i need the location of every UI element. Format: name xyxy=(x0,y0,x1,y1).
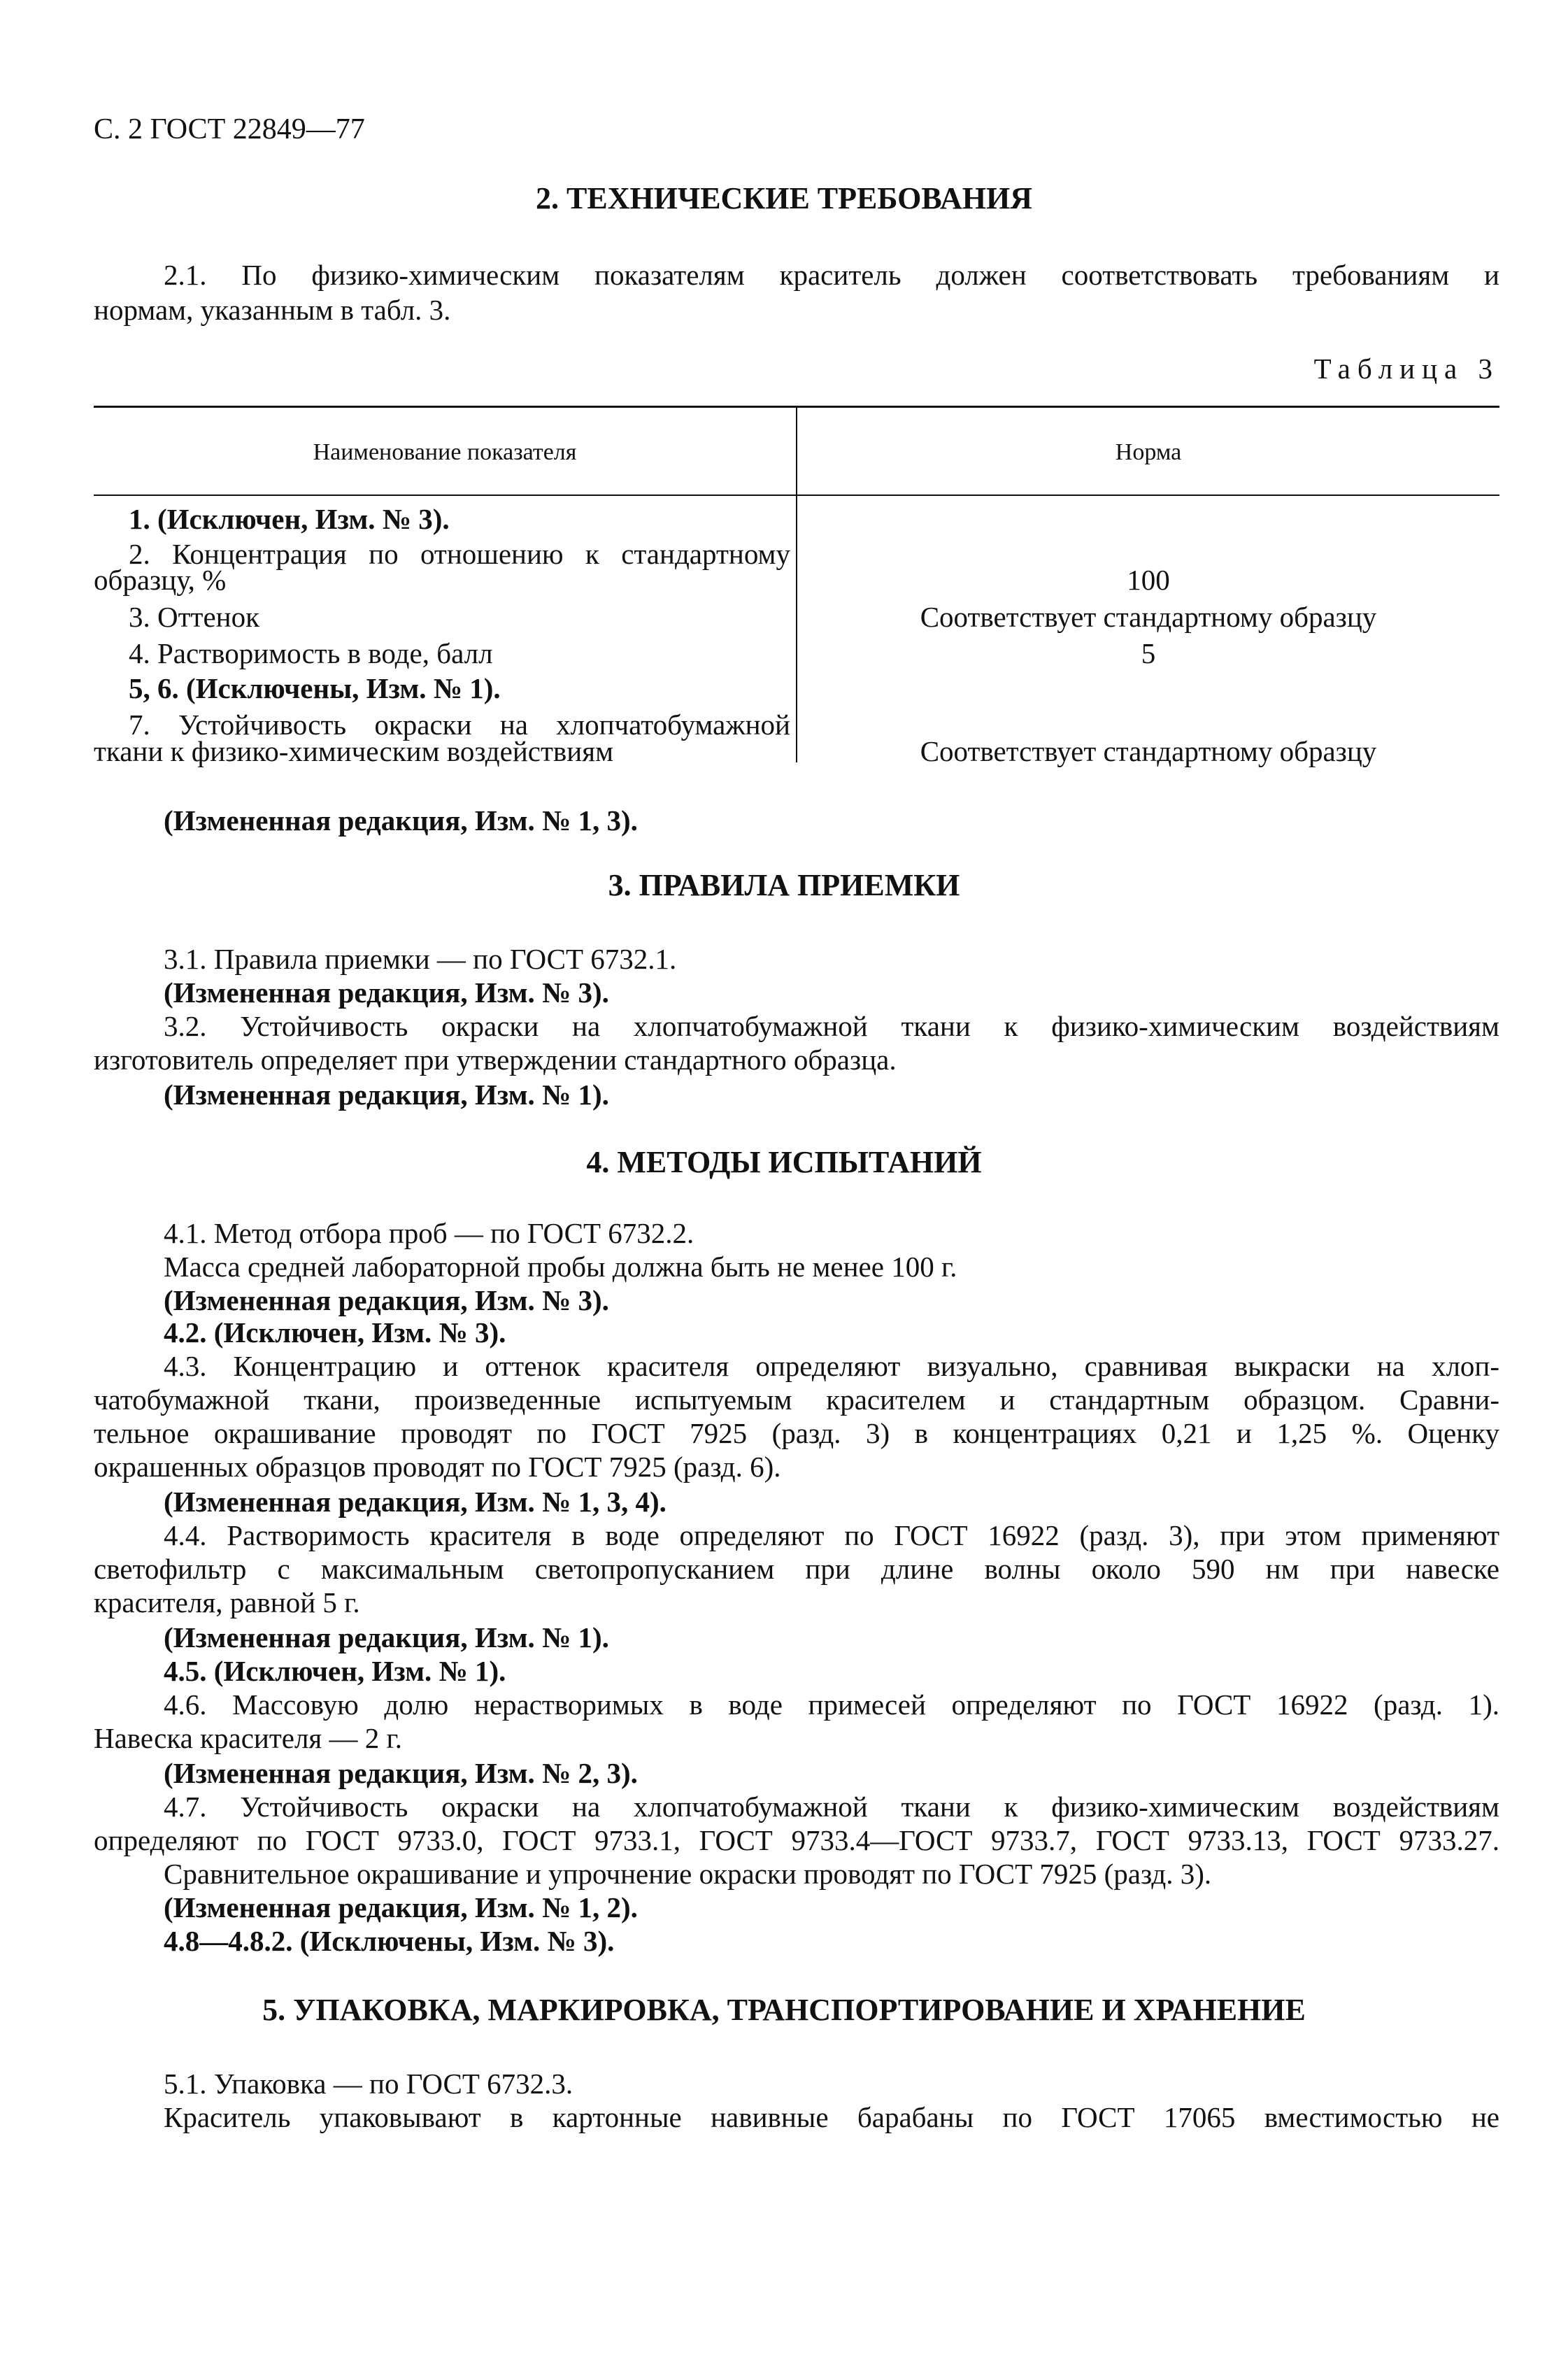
table-row-6-name-line1: 7. Устойчивость окраски на хлопчатобумажной xyxy=(129,709,790,741)
para-4-6-line1: 4.6. Массовую долю нерастворимых в воде примесей определяют по ГОСТ 16922 (разд. 1). xyxy=(164,1688,1499,1721)
para-4-2: 4.2. (Исключен, Изм. № 3). xyxy=(164,1316,506,1349)
para-3-2-line1: 3.2. Устойчивость окраски на хлопчатобумажной ткани к физико-химическим воздействиям xyxy=(164,1010,1499,1042)
table-row-5-name: 5, 6. (Исключены, Изм. № 1). xyxy=(129,672,501,704)
para-4-7-line2: определяют по ГОСТ 9733.0, ГОСТ 9733.1, ГОСТ 9733.4—ГОСТ 9733.7, ГОСТ 9733.13, ГОСТ 9733.27. xyxy=(94,1824,1499,1856)
table-row-4-norm: 5 xyxy=(1141,637,1156,669)
table-header-norm: Норма xyxy=(1115,439,1182,465)
table-row-3-norm: Соответствует стандартному образцу xyxy=(920,601,1377,633)
para-4-3-line2: чатобумажной ткани, произведенные испытуемым красителем и стандартным образцом. Сравни- xyxy=(94,1383,1499,1416)
section-2-edition-note: (Измененная редакция, Изм. № 1, 3). xyxy=(164,804,638,837)
para-4-8: 4.8—4.8.2. (Исключены, Изм. № 3). xyxy=(164,1925,615,1957)
para-4-4-edition: (Измененная редакция, Изм. № 1). xyxy=(164,1621,609,1653)
para-5-1-line2: Краситель упаковывают в картонные навивные барабаны по ГОСТ 17065 вместимостью не xyxy=(164,2101,1499,2133)
table-row-4-name: 4. Растворимость в воде, балл xyxy=(129,637,493,669)
para-4-6-edition: (Измененная редакция, Изм. № 2, 3). xyxy=(164,1757,638,1789)
table-caption: Таблица 3 xyxy=(1313,353,1499,385)
para-4-4-line1: 4.4. Растворимость красителя в воде определяют по ГОСТ 16922 (разд. 3), при этом применяют xyxy=(164,1519,1499,1551)
section-3-title: 3. ПРАВИЛА ПРИЕМКИ xyxy=(608,868,960,902)
section-2-title: 2. ТЕХНИЧЕСКИЕ ТРЕБОВАНИЯ xyxy=(536,181,1032,215)
para-4-4-line3: красителя, равной 5 г. xyxy=(94,1586,360,1619)
para-2-1-line1: 2.1. По физико-химическим показателям краситель должен соответствовать требованиям и xyxy=(164,259,1499,291)
para-5-1: 5.1. Упаковка — по ГОСТ 6732.3. xyxy=(164,2068,573,2100)
para-3-1-edition: (Измененная редакция, Изм. № 3). xyxy=(164,976,609,1009)
para-4-7-line3: Сравнительное окрашивание и упрочнение окраски проводят по ГОСТ 7925 (разд. 3). xyxy=(164,1858,1212,1890)
para-2-1-line2: нормам, указанным в табл. 3. xyxy=(94,294,451,326)
running-head: С. 2 ГОСТ 22849—77 xyxy=(94,113,365,145)
table-row-2-name-line2: образцу, % xyxy=(94,564,227,596)
para-4-1-edition: (Измененная редакция, Изм. № 3). xyxy=(164,1284,609,1316)
para-4-6-line2: Навеска красителя — 2 г. xyxy=(94,1722,402,1754)
table-header-name: Наименование показателя xyxy=(313,439,577,465)
section-5-title: 5. УПАКОВКА, МАРКИРОВКА, ТРАНСПОРТИРОВАНИЕ И ХРАНЕНИЕ xyxy=(262,1993,1306,2027)
table-row-6-name-line2: ткани к физико-химическим воздействиям xyxy=(94,735,614,767)
table-row-1-name: 1. (Исключен, Изм. № 3). xyxy=(129,503,450,535)
para-4-4-line2: светофильтр с максимальным светопропусканием при длине волны около 590 нм при навеске xyxy=(94,1553,1499,1585)
para-4-3-edition: (Измененная редакция, Изм. № 1, 3, 4). xyxy=(164,1486,667,1518)
para-4-3-line3: тельное окрашивание проводят по ГОСТ 7925 (разд. 3) в концентрациях 0,21 и 1,25 %. Оценку xyxy=(94,1417,1499,1449)
table-row-3-name: 3. Оттенок xyxy=(129,601,260,633)
para-4-7-line1: 4.7. Устойчивость окраски на хлопчатобумажной ткани к физико-химическим воздействиям xyxy=(164,1791,1499,1823)
para-3-2-edition: (Измененная редакция, Изм. № 1). xyxy=(164,1079,609,1111)
para-4-7-edition: (Измененная редакция, Изм. № 1, 2). xyxy=(164,1891,638,1923)
para-4-5: 4.5. (Исключен, Изм. № 1). xyxy=(164,1655,506,1687)
table-row-2-name-line1: 2. Концентрация по отношению к стандартному xyxy=(129,538,790,570)
para-4-3-line4: окрашенных образцов проводят по ГОСТ 7925 (разд. 6). xyxy=(94,1451,781,1483)
table-row-2-norm: 100 xyxy=(1127,564,1170,596)
para-4-1: 4.1. Метод отбора проб — по ГОСТ 6732.2. xyxy=(164,1217,694,1249)
para-3-1: 3.1. Правила приемки — по ГОСТ 6732.1. xyxy=(164,943,677,975)
para-3-2-line2: изготовитель определяет при утверждении стандартного образца. xyxy=(94,1044,897,1076)
table-row-6-norm: Соответствует стандартному образцу xyxy=(920,735,1377,767)
section-4-title: 4. МЕТОДЫ ИСПЫТАНИЙ xyxy=(586,1145,982,1179)
para-4-1-mass: Масса средней лабораторной пробы должна быть не менее 100 г. xyxy=(164,1251,957,1283)
para-4-3-line1: 4.3. Концентрацию и оттенок красителя определяют визуально, сравнивая выкраски на хлоп- xyxy=(164,1350,1499,1382)
